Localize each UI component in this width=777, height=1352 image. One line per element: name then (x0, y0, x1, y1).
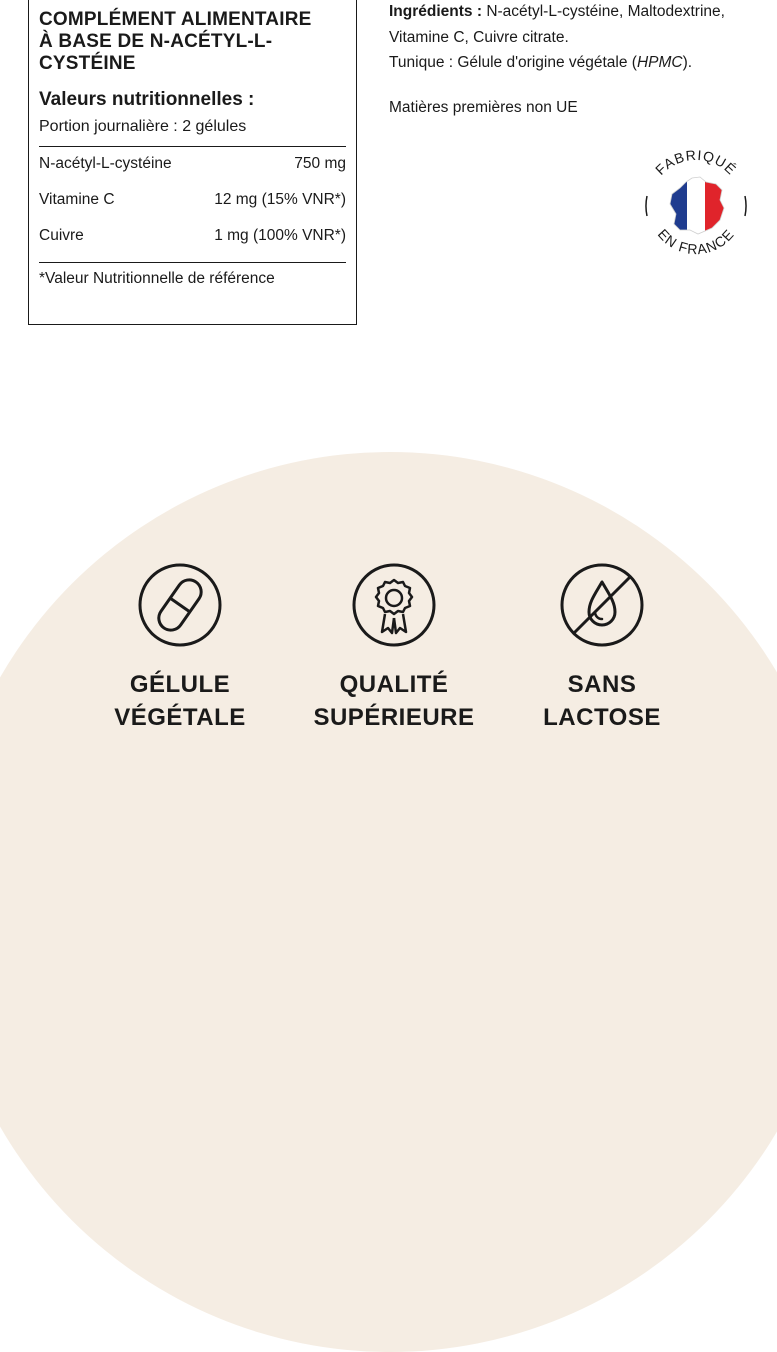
feature-label-line: SANS (567, 671, 637, 698)
feature-vegetable-capsule (80, 562, 280, 734)
nutrition-title-line: CYSTÉINE (39, 53, 136, 74)
nutrient-name: Vitamine C (39, 191, 115, 208)
ingredients-line (389, 0, 774, 25)
footnote: *Valeur Nutritionnelle de référence (39, 270, 275, 287)
feature-label-line: LACTOSE (543, 704, 661, 731)
feature-label (502, 668, 702, 734)
tunic-suffix: ). (682, 54, 693, 71)
nutrition-title (39, 9, 346, 75)
divider (39, 262, 346, 263)
nutrition-title-line: COMPLÉMENT ALIMENTAIRE (39, 9, 312, 30)
badge-arc-left (646, 196, 647, 216)
ingredients-line: Vitamine C, Cuivre citrate. (389, 28, 569, 46)
nutrition-row (39, 153, 346, 189)
badge-arc-right (745, 196, 746, 216)
divider (39, 146, 346, 147)
award-ribbon-icon (351, 562, 437, 648)
badge-top-text: FABRIQUÉ (652, 146, 740, 178)
no-lactose-drop-icon (559, 562, 645, 648)
ingredients-block (389, 0, 774, 76)
nutrient-name: N-acétyl-L-cystéine (39, 155, 172, 172)
nutrition-subtitle: Valeurs nutritionnelles : (39, 89, 255, 110)
nutrition-facts-box (28, 0, 357, 325)
feature-label-line: GÉLULE (129, 671, 231, 698)
feature-label-line: QUALITÉ (339, 671, 449, 698)
nutrition-row (39, 189, 346, 225)
nutrient-value: 12 mg (15% VNR*) (214, 191, 346, 208)
feature-superior-quality (294, 562, 494, 734)
tunic-line (389, 50, 774, 76)
feature-lactose-free (502, 562, 702, 734)
feature-label (80, 668, 280, 734)
nutrient-value: 1 mg (100% VNR*) (214, 227, 346, 244)
nutrition-row (39, 225, 346, 253)
made-in-france-badge (634, 144, 758, 268)
feature-label-line: SUPÉRIEURE (313, 704, 475, 731)
nutrient-name: Cuivre (39, 227, 84, 244)
nutrition-rows (39, 153, 346, 253)
daily-portion: Portion journalière : 2 gélules (39, 118, 247, 135)
ingredients-label: Ingrédients : (389, 3, 483, 20)
nutrient-value: 750 mg (294, 155, 346, 172)
ingredients-text: N-acétyl-L-cystéine, Maltodextrine, (482, 3, 725, 20)
capsule-icon (137, 562, 223, 648)
origin-text: Matières premières non UE (389, 99, 578, 116)
badge-bottom-text: EN FRANCE (654, 225, 738, 258)
tunic-italic: HPMC (636, 54, 683, 71)
tunic-prefix: Tunique : Gélule d'origine végétale ( (389, 54, 637, 71)
feature-label (294, 668, 494, 734)
nutrition-title-line: À BASE DE N-ACÉTYL-L- (39, 31, 273, 52)
feature-label-line: VÉGÉTALE (114, 704, 246, 731)
